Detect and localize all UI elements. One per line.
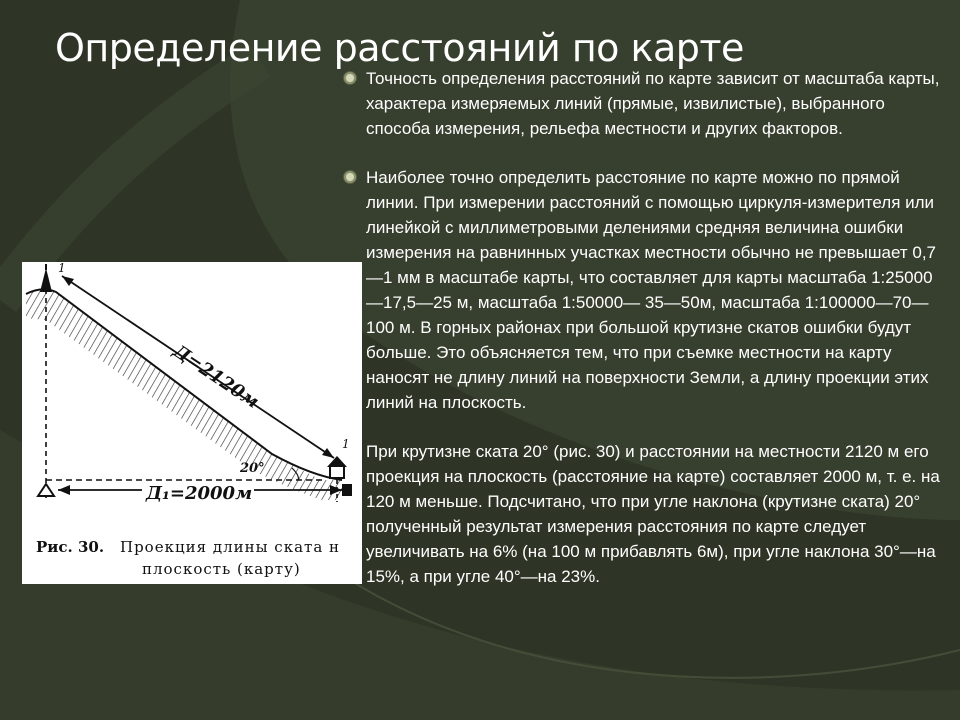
tower-icon xyxy=(40,264,52,292)
slope-diagram xyxy=(22,262,362,584)
slope-projection-figure xyxy=(22,262,362,584)
paragraph-2 xyxy=(344,165,944,415)
bullet-icon xyxy=(344,72,356,84)
slide-title: Определение расстояний по карте xyxy=(55,26,744,70)
paragraph-2-text: Наиболее точно определить расстояние по карте можно по прямой линии. При измерении расстояний с помощью циркуля-измерителя или линейкой с миллиметровыми делениями средняя величина ошибки измерения на равнинных участках местности обычно не превышает 0,7—1 мм в масштабе карты, что составляет для карты масштаба 1:25000—17,5—25 м, масштаба 1:50000— 35—50м, масштаба 1:100000—70—100 м. В горных районах при большой крутизне скатов ошибки будут больше. Это объясняется тем, что при съемке местности на карту наносят не длину линий на поверхности Земли, а длину проекции этих линий на плоскость. xyxy=(366,168,937,412)
angle-label: 20° xyxy=(240,461,265,476)
figure-caption-line2: плоскость (карту) xyxy=(142,560,301,578)
paragraph-1-text: Точность определения расстояний по карте зависит от масштаба карты, характера измеряемых линий (прямые, извилистые), выбранного способа измерения, рельефа местности и других факторов. xyxy=(366,69,940,138)
bullet-icon xyxy=(344,171,356,183)
house-icon xyxy=(327,456,347,478)
base-length-label: Д₁=2000м xyxy=(146,483,253,504)
slope-length-label: Д=2120м xyxy=(169,340,263,413)
ground-slope xyxy=(26,289,342,500)
triangle-marker-icon xyxy=(38,484,54,496)
paragraph-1 xyxy=(344,66,944,141)
figure-caption-line1: Проекция длины ската н xyxy=(120,538,341,556)
paragraph-3-text: При крутизне ската 20° (рис. 30) и расстоянии на местности 2120 м его проекция на плоскость (расстояние на карте) составляет 2000 м, т. е. на 120 м меньше. Подсчитано, что при угле наклона (крутизне ската) 20° полученный результат измерения расстояния по карте следует увеличивать на 6% (на 100 м прибавлять 6м), при угле наклона 30°—на 15%, а при угле 40°—на 23%. xyxy=(366,442,940,586)
paragraph-3 xyxy=(344,439,944,589)
figure-caption-number: Рис. 30. xyxy=(36,538,105,556)
slide-content xyxy=(344,66,944,613)
tick-right-label: 1 xyxy=(342,437,350,451)
tick-top-label: 1 xyxy=(58,262,66,275)
